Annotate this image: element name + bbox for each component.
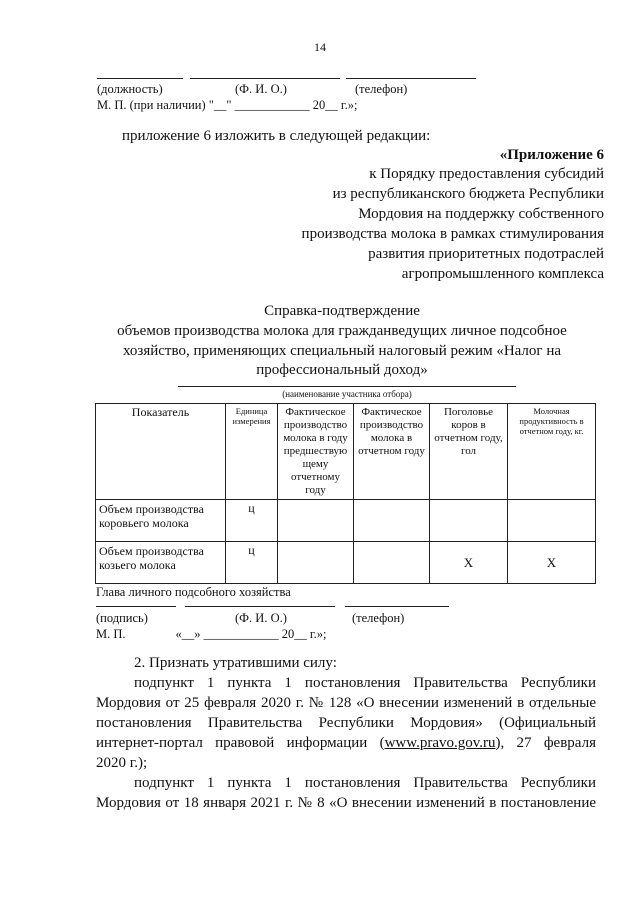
row-unit: ц bbox=[226, 542, 278, 584]
row-current-value bbox=[354, 542, 430, 584]
certificate-subtitle-line: профессиональный доход» bbox=[256, 362, 428, 378]
intro-text: приложение 6 изложить в следующей редакции: bbox=[122, 128, 431, 144]
paragraph-line: подпункт 1 пункта 1 постановления Правительства Республики bbox=[134, 775, 596, 791]
table-header-productivity: Молочная продуктивность в отчетном году, кг. bbox=[508, 404, 596, 500]
appendix-line: из республиканского бюджета Республики bbox=[332, 186, 604, 202]
row-productivity-value: Х bbox=[508, 542, 596, 584]
stamp-line: М. П. (при наличии) "__" ____________ 20__ г.»; bbox=[97, 98, 358, 112]
position-label: (должность) bbox=[97, 82, 163, 96]
stamp-line: М. П. «__» ____________ 20__ г.»; bbox=[96, 627, 327, 641]
farm-head-label: Глава личного подсобного хозяйства bbox=[96, 585, 291, 599]
signature-label: (подпись) bbox=[96, 611, 148, 625]
row-prev-value bbox=[278, 500, 354, 542]
participant-line bbox=[178, 386, 516, 387]
table-header-herd: Поголовье коров в отчетном году, гол bbox=[430, 404, 508, 500]
row-current-value bbox=[354, 500, 430, 542]
row-indicator: Объем производства коровьего молока bbox=[96, 500, 226, 542]
signature-line bbox=[96, 606, 176, 607]
row-indicator: Объем производства козьего молока bbox=[96, 542, 226, 584]
signature-line bbox=[345, 606, 449, 607]
milk-production-table bbox=[95, 403, 596, 584]
table-row bbox=[96, 500, 596, 542]
table-header-unit: Единица измерения bbox=[226, 404, 278, 500]
appendix-line: развития приоритетных подотраслей bbox=[368, 246, 604, 262]
portal-link[interactable]: www.pravo.gov.ru bbox=[384, 735, 496, 751]
row-prev-value bbox=[278, 542, 354, 584]
paragraph-line-with-link: интернет-портал правовой информации (www.pravo.gov.ru), 27 февраля bbox=[96, 735, 596, 751]
paragraph-line: 2020 г.); bbox=[96, 755, 148, 771]
name-label: (Ф. И. О.) bbox=[235, 611, 287, 625]
certificate-subtitle-line: хозяйство, применяющих специальный налоговый режим «Налог на bbox=[122, 343, 562, 359]
paragraph-line: постановления Правительства Республики Мордовия» (Официальный bbox=[96, 715, 596, 731]
signature-line bbox=[97, 78, 183, 79]
page-number: 14 bbox=[314, 40, 326, 54]
paragraph-line: Мордовия от 18 января 2021 г. № 8 «О внесении изменений в постановление bbox=[96, 795, 596, 811]
signature-line bbox=[346, 78, 476, 79]
paragraph-line: подпункт 1 пункта 1 постановления Правительства Республики bbox=[134, 675, 596, 691]
row-productivity-value bbox=[508, 500, 596, 542]
table-header-indicator: Показатель bbox=[96, 404, 226, 500]
row-unit: ц bbox=[226, 500, 278, 542]
certificate-title: Справка-подтверждение bbox=[264, 303, 420, 319]
appendix-line: производства молока в рамках стимулирования bbox=[301, 226, 604, 242]
paragraph-line: Мордовия от 25 февраля 2020 г. № 128 «О внесении изменений в отдельные bbox=[96, 695, 596, 711]
row-herd-value: Х bbox=[430, 542, 508, 584]
section-heading: 2. Признать утратившими силу: bbox=[134, 655, 337, 671]
name-label: (Ф. И. О.) bbox=[235, 82, 287, 96]
signature-line bbox=[185, 606, 335, 607]
phone-label: (телефон) bbox=[352, 611, 405, 625]
table-header-prev-year: Фактическое производство молока в году предшествую щему отчетному году bbox=[278, 404, 354, 500]
appendix-title: «Приложение 6 bbox=[499, 147, 604, 163]
phone-label: (телефон) bbox=[355, 82, 408, 96]
certificate-subtitle-line: объемов производства молока для гражданведущих личное подсобное bbox=[117, 323, 567, 339]
row-herd-value bbox=[430, 500, 508, 542]
table-header-row bbox=[96, 404, 596, 500]
table-row bbox=[96, 542, 596, 584]
appendix-line: агропромышленного комплекса bbox=[401, 266, 604, 282]
table-header-current-year: Фактическое производство молока в отчетном году bbox=[354, 404, 430, 500]
participant-caption: (наименование участника отбора) bbox=[282, 389, 412, 399]
signature-line bbox=[190, 78, 340, 79]
appendix-line: Мордовия на поддержку собственного bbox=[358, 206, 604, 222]
appendix-line: к Порядку предоставления субсидий bbox=[369, 166, 604, 182]
